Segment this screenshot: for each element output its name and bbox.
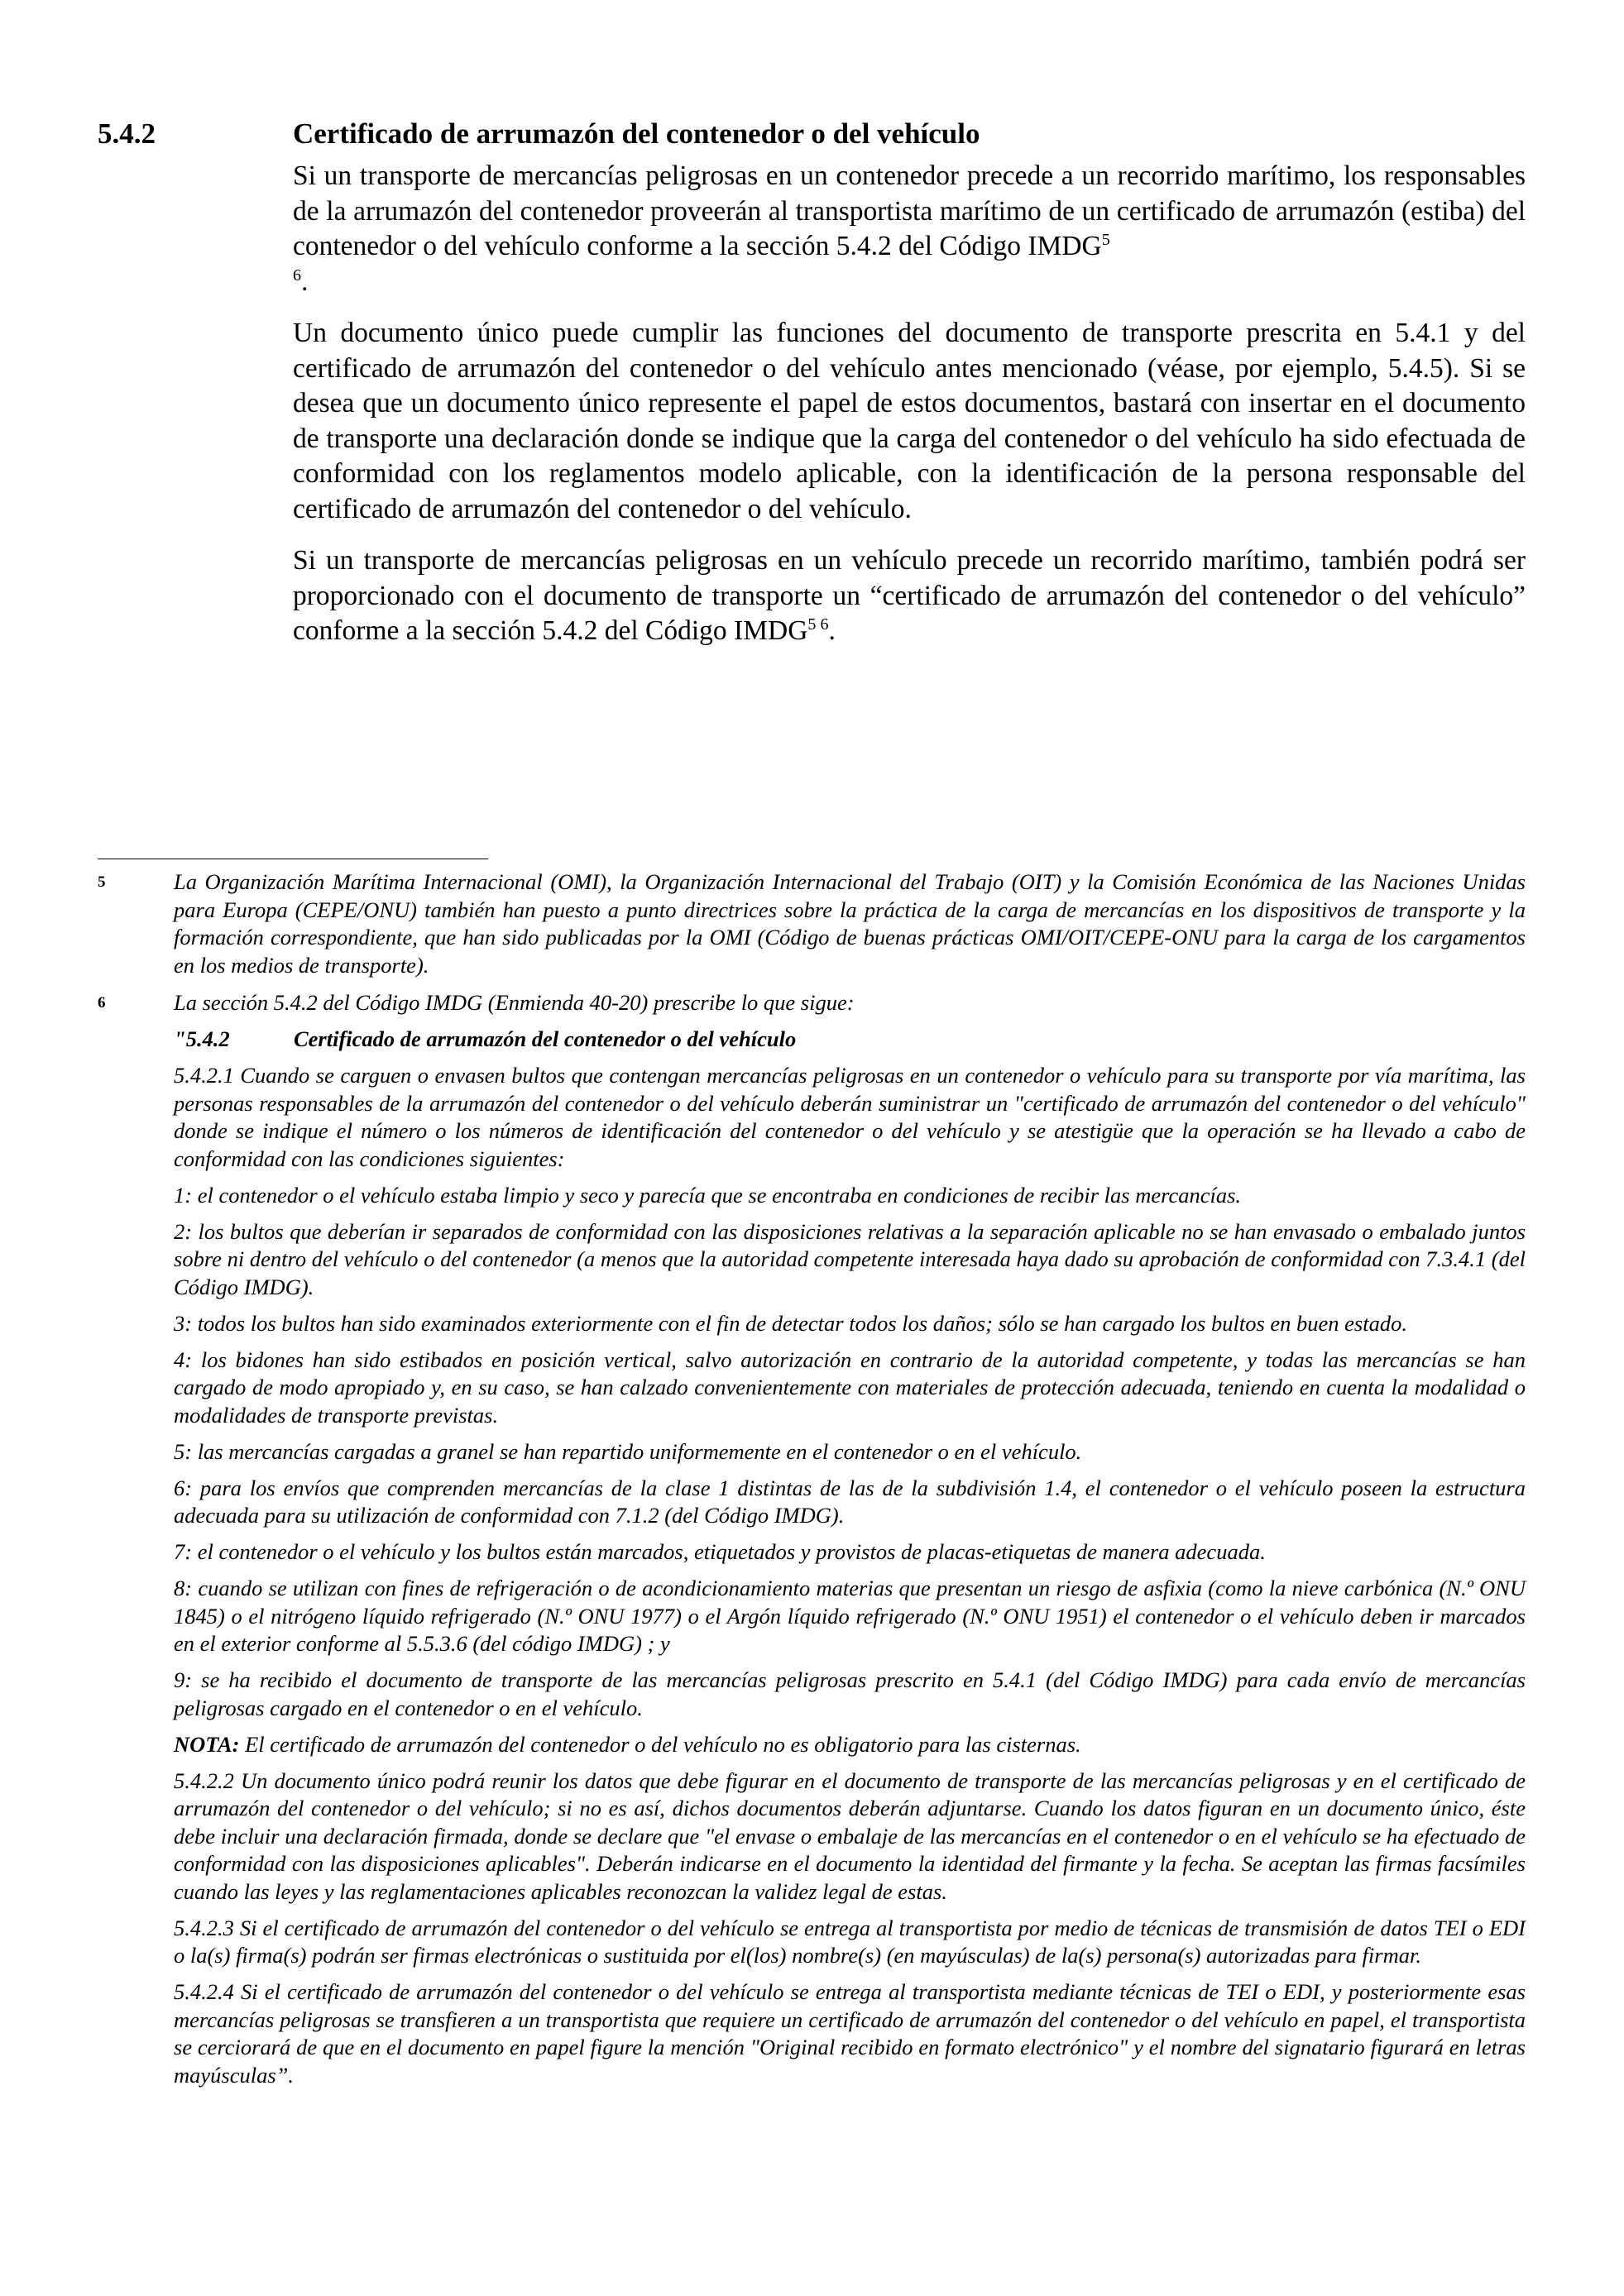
section-number: 5.4.2 bbox=[98, 117, 156, 150]
body-paragraph-3-end: . bbox=[828, 615, 836, 646]
condition-item: 7: el contenedor o el vehículo y los bultos están marcados, etiquetados y provistos de placas-etiquetas de manera adecuada. bbox=[174, 1539, 1266, 1564]
footnote-ref-5: 5 bbox=[1101, 230, 1110, 249]
condition-item: 6: para los envíos que comprenden mercancías de la clase 1 distintas de las de la subdivisión 1.4, el contenedor o el vehículo poseen la estructura adecuada para su utilización de conformidad con 7.1.2 (del Código IMDG). bbox=[174, 1475, 1526, 1528]
footnotes bbox=[98, 868, 1526, 2099]
footnote-6-subheading-title: Certificado de arrumazón del contenedor o del vehículo bbox=[294, 1026, 797, 1051]
nota-text: El certificado de arrumazón del contenedor o del vehículo no es obligatorio para las cisternas. bbox=[239, 1731, 1081, 1757]
paragraph-5-4-2-4: 5.4.2.4 Si el certificado de arrumazón del contenedor o del vehículo se entrega al transportista mediante técnicas de TEI o EDI, y posteriormente esas mercancías peligrosas se transfieren a un transportista que requiere un certificado de arrumazón del contenedor o del vehículo en papel, el transportista se cerciorará de que en el documento en papel figure la mención "Original recibido en formato electrónico" y el nombre del signatario figurará en letras mayúsculas”. bbox=[174, 1979, 1526, 2088]
paragraph-5-4-2-1: 5.4.2.1 Cuando se carguen o envasen bultos que contengan mercancías peligrosas en un contenedor o vehículo para su transporte por vía marítima, las personas responsables de la arrumazón del contenedor o del vehículo deberán suministrar un "certificado de arrumazón del contenedor o del vehículo" donde se indique el número o los números de identificación del contenedor o del vehículo y se atestigüe que la operación se ha llevado a cabo de conformidad con las condiciones siguientes: bbox=[174, 1063, 1526, 1171]
footnote-6-intro: La sección 5.4.2 del Código IMDG (Enmienda 40-20) prescribe lo que sigue: bbox=[174, 990, 855, 1015]
footnote-6-mark: 6 bbox=[98, 994, 106, 1012]
paragraph-5-4-2-2: 5.4.2.2 Un documento único podrá reunir los datos que debe figurar en el documento de transporte de las mercancías peligrosas y en el certificado de arrumazón del contenedor o del vehículo; si no es así, dichos documentos deberán adjuntarse. Cuando los datos figuran en un documento único, éste debe incluir una declaración firmada, donde se declare que "el envase o embalaje de las mercancías en el contenedor o en el vehículo se ha efectuado de conformidad con las disposiciones aplicables". Deberán indicarse en el documento la identidad del firmante y la fecha. Se aceptan las firmas facsímiles cuando las leyes y las reglamentaciones aplicables reconozcan la validez legal de estas. bbox=[174, 1767, 1526, 1904]
footnote-5-mark: 5 bbox=[98, 873, 106, 891]
section-title: Certificado de arrumazón del contenedor o del vehículo bbox=[293, 117, 980, 150]
body-paragraph-1 bbox=[293, 159, 1526, 299]
body-paragraph-3 bbox=[293, 543, 1526, 649]
footnote-ref-6: 6 bbox=[293, 265, 302, 285]
condition-item: 5: las mercancías cargadas a granel se han repartido uniformemente en el contenedor o en el vehículo. bbox=[174, 1438, 1082, 1464]
footnote-6-subheading bbox=[174, 1026, 1526, 1054]
body-paragraph-1-text: Si un transporte de mercancías peligrosas en un contenedor precede a un recorrido marítimo, los responsables de la arrumazón del contenedor proveerán al transportista marítimo de un certificado de arrumazón (estiba) del contenedor o del vehículo conforme a la sección 5.4.2 del Código IMDG bbox=[293, 160, 1526, 261]
nota-label: NOTA: bbox=[174, 1731, 240, 1757]
body-paragraph-1-end: . bbox=[301, 265, 309, 297]
condition-item: 4: los bidones han sido estibados en posición vertical, salvo autorización en contrario de la autoridad competente, y todas las mercancías se han cargado de modo apropiado y, en su caso, se han calzado convenientemente con materiales de protección adecuada, teniendo en cuenta la modalidad o modalidades de transporte previstas. bbox=[174, 1347, 1526, 1428]
footnote-ref-5-6: 5 6 bbox=[807, 615, 829, 634]
footnote-5 bbox=[98, 868, 1526, 979]
footnote-6-subheading-code: "5.4.2 bbox=[174, 1026, 230, 1051]
body-paragraph-2: Un documento único puede cumplir las funciones del documento de transporte prescrita en 5.4.1 y del certificado de arrumazón del contenedor o del vehículo antes mencionado (véase, por ejemplo, 5.4.5). Si se desea que un documento único represente el papel de estos documentos, bastará con insertar en el documento de transporte una declaración donde se indique que la carga del contenedor o del vehículo ha sido efectuada de conformidad con los reglamentos modelo aplicable, con la identificación de la persona responsable del certificado de arrumazón del contenedor o del vehículo. bbox=[293, 318, 1526, 524]
footnote-6 bbox=[98, 989, 1526, 2089]
paragraph-5-4-2-3: 5.4.2.3 Si el certificado de arrumazón del contenedor o del vehículo se entrega al transportista por medio de técnicas de transmisión de datos TEI o EDI o la(s) firma(s) podrán ser firmas electrónicas o sustituida por el(los) nombre(s) (en mayúsculas) de la(s) persona(s) autorizadas para firmar. bbox=[174, 1915, 1526, 1968]
condition-item: 3: todos los bultos han sido examinados exteriormente con el fin de detectar todos los daños; sólo se han cargado los bultos en buen estado. bbox=[174, 1310, 1407, 1336]
condition-item: 1: el contenedor o el vehículo estaba limpio y seco y parecía que se encontraba en condiciones de recibir las mercancías. bbox=[174, 1182, 1242, 1208]
condition-item: 8: cuando se utilizan con fines de refrigeración o de acondicionamiento materias que presentan un riesgo de asfixia (como la nieve carbónica (N.º ONU 1845) o el nitrógeno líquido refrigerado (N.º ONU 1977) o el Argón líquido refrigerado (N.º ONU 1951) el contenedor o el vehículo deben ir marcados en el exterior conforme al 5.5.3.6 (del código IMDG) ; y bbox=[174, 1576, 1526, 1656]
condition-item: 2: los bultos que deberían ir separados de conformidad con las disposiciones relativas a la separación aplicable no se han envasado o embalado juntos sobre ni dentro del vehículo o del contenedor (a menos que la autoridad competente interesada haya dado su aprobación de conformidad con 7.3.4.1 (del Código IMDG). bbox=[174, 1218, 1526, 1299]
section-body bbox=[293, 159, 1526, 666]
nota bbox=[174, 1731, 1526, 1759]
body-paragraph-3-text: Si un transporte de mercancías peligrosas en un vehículo precede un recorrido marítimo, también podrá ser proporcionado con el documento de transporte un “certificado de arrumazón del contenedor o del vehículo” conforme a la sección 5.4.2 del Código IMDG bbox=[293, 545, 1526, 646]
section-heading bbox=[98, 116, 1521, 152]
condition-item: 9: se ha recibido el documento de transporte de las mercancías peligrosas prescrito en 5.4.1 (del Código IMDG) para cada envío de mercancías peligrosas cargado en el contenedor o en el vehículo. bbox=[174, 1667, 1526, 1720]
footnote-5-text: La Organización Marítima Internacional (OMI), la Organización Internacional del Trabajo (OIT) y la Comisión Económica de las Naciones Unidas para Europa (CEPE/ONU) también han puesto a punto directrices sobre la práctica de la carga de mercancías en los dispositivos de transporte y la formación correspondiente, que han sido publicadas por la OMI (Código de buenas prácticas OMI/OIT/CEPE-ONU para la carga de los cargamentos en los medios de transporte). bbox=[174, 869, 1526, 978]
